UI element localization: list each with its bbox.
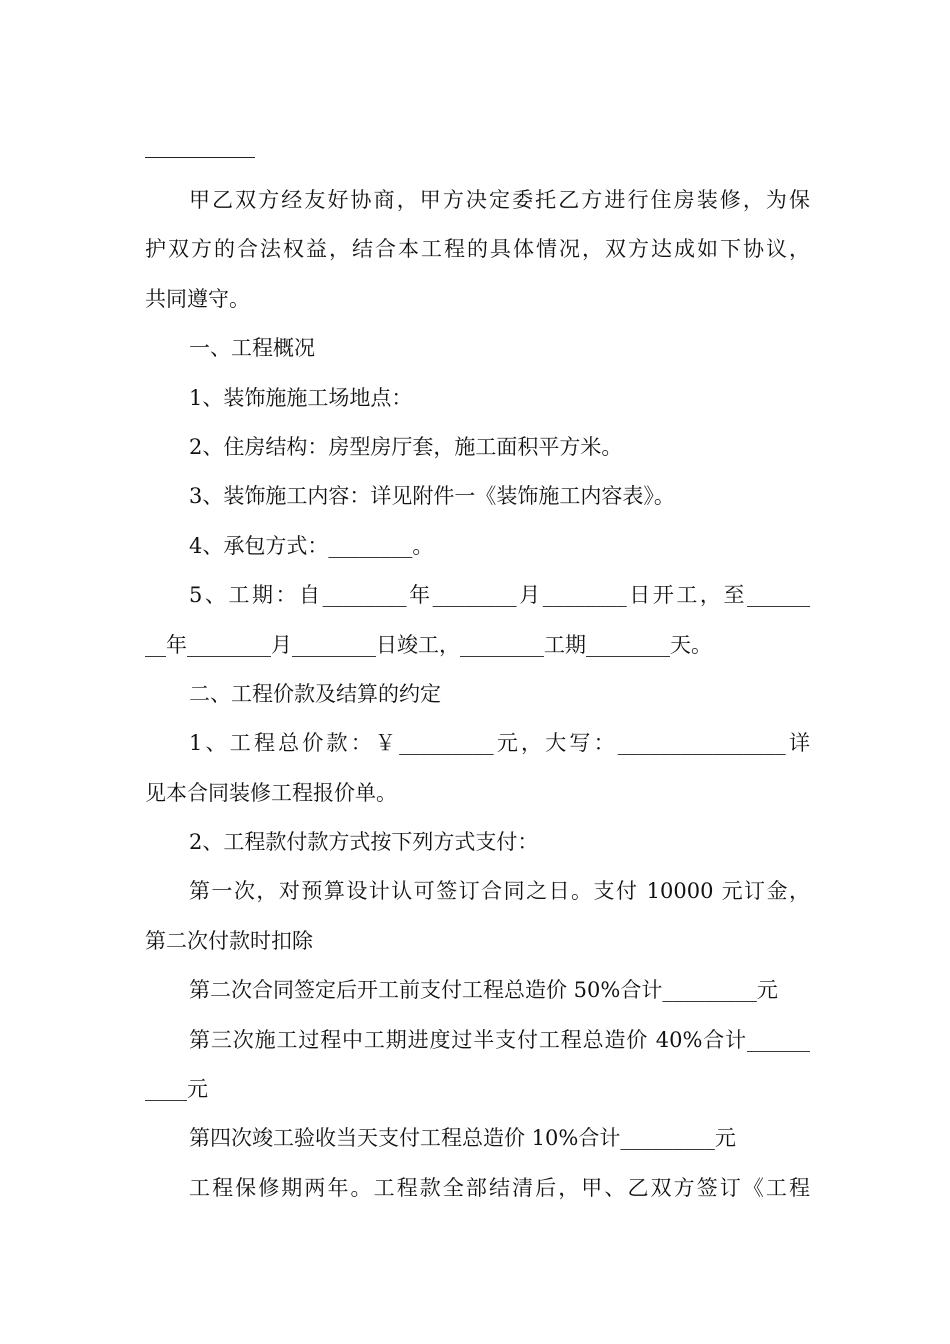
section-heading-price: 二、工程价款及结算的约定	[189, 681, 441, 706]
section-heading-overview: 一、工程概况	[189, 336, 315, 361]
paragraph-intro-line-3: 共同遵守。	[145, 286, 250, 311]
clause-construction-content: 3、装饰施工内容：详见附件一《装饰施工内容表》。	[189, 484, 675, 509]
clause-payment-method: 2、工程款付款方式按下列方式支付：	[189, 830, 539, 855]
top-blank-line	[145, 157, 255, 158]
clause-total-price-line-2: 见本合同装修工程报价单。	[145, 780, 397, 805]
clause-schedule-line-1: 5、工期：自________年________月________日开工，至______	[189, 583, 810, 608]
payment-third-line-1: 第三次施工过程中工期进度过半支付工程总造价 40%合计______	[189, 1027, 810, 1052]
clause-site-location: 1、装饰施施工场地点：	[189, 385, 413, 410]
clause-contract-method: 4、承包方式：________。	[189, 533, 434, 558]
payment-third-line-2: ____元	[145, 1077, 208, 1102]
payment-fourth: 第四次竣工验收当天支付工程总造价 10%合计_________元	[189, 1126, 736, 1151]
payment-first-line-2: 第二次付款时扣除	[145, 928, 313, 953]
payment-second: 第二次合同签定后开工前支付工程总造价 50%合计_________元	[189, 978, 778, 1003]
paragraph-intro-line-2: 护双方的合法权益，结合本工程的具体情况，双方达成如下协议，	[145, 237, 810, 262]
clause-total-price-line-1: 1、工程总价款：￥_________元，大写：________________详	[189, 731, 810, 756]
contract-body	[145, 176, 810, 1213]
warranty-clause-line-1: 工程保修期两年。工程款全部结清后，甲、乙双方签订《工程	[189, 1175, 810, 1200]
clause-schedule-line-2: __年________月________日竣工，________工期________天。	[145, 632, 712, 657]
paragraph-intro-line-1: 甲乙双方经友好协商，甲方决定委托乙方进行住房装修，为保	[189, 188, 810, 212]
clause-housing-structure: 2、住房结构：房型房厅套，施工面积平方米。	[189, 434, 623, 459]
payment-first-line-1: 第一次，对预算设计认可签订合同之日。支付 10000 元订金，	[189, 879, 810, 904]
